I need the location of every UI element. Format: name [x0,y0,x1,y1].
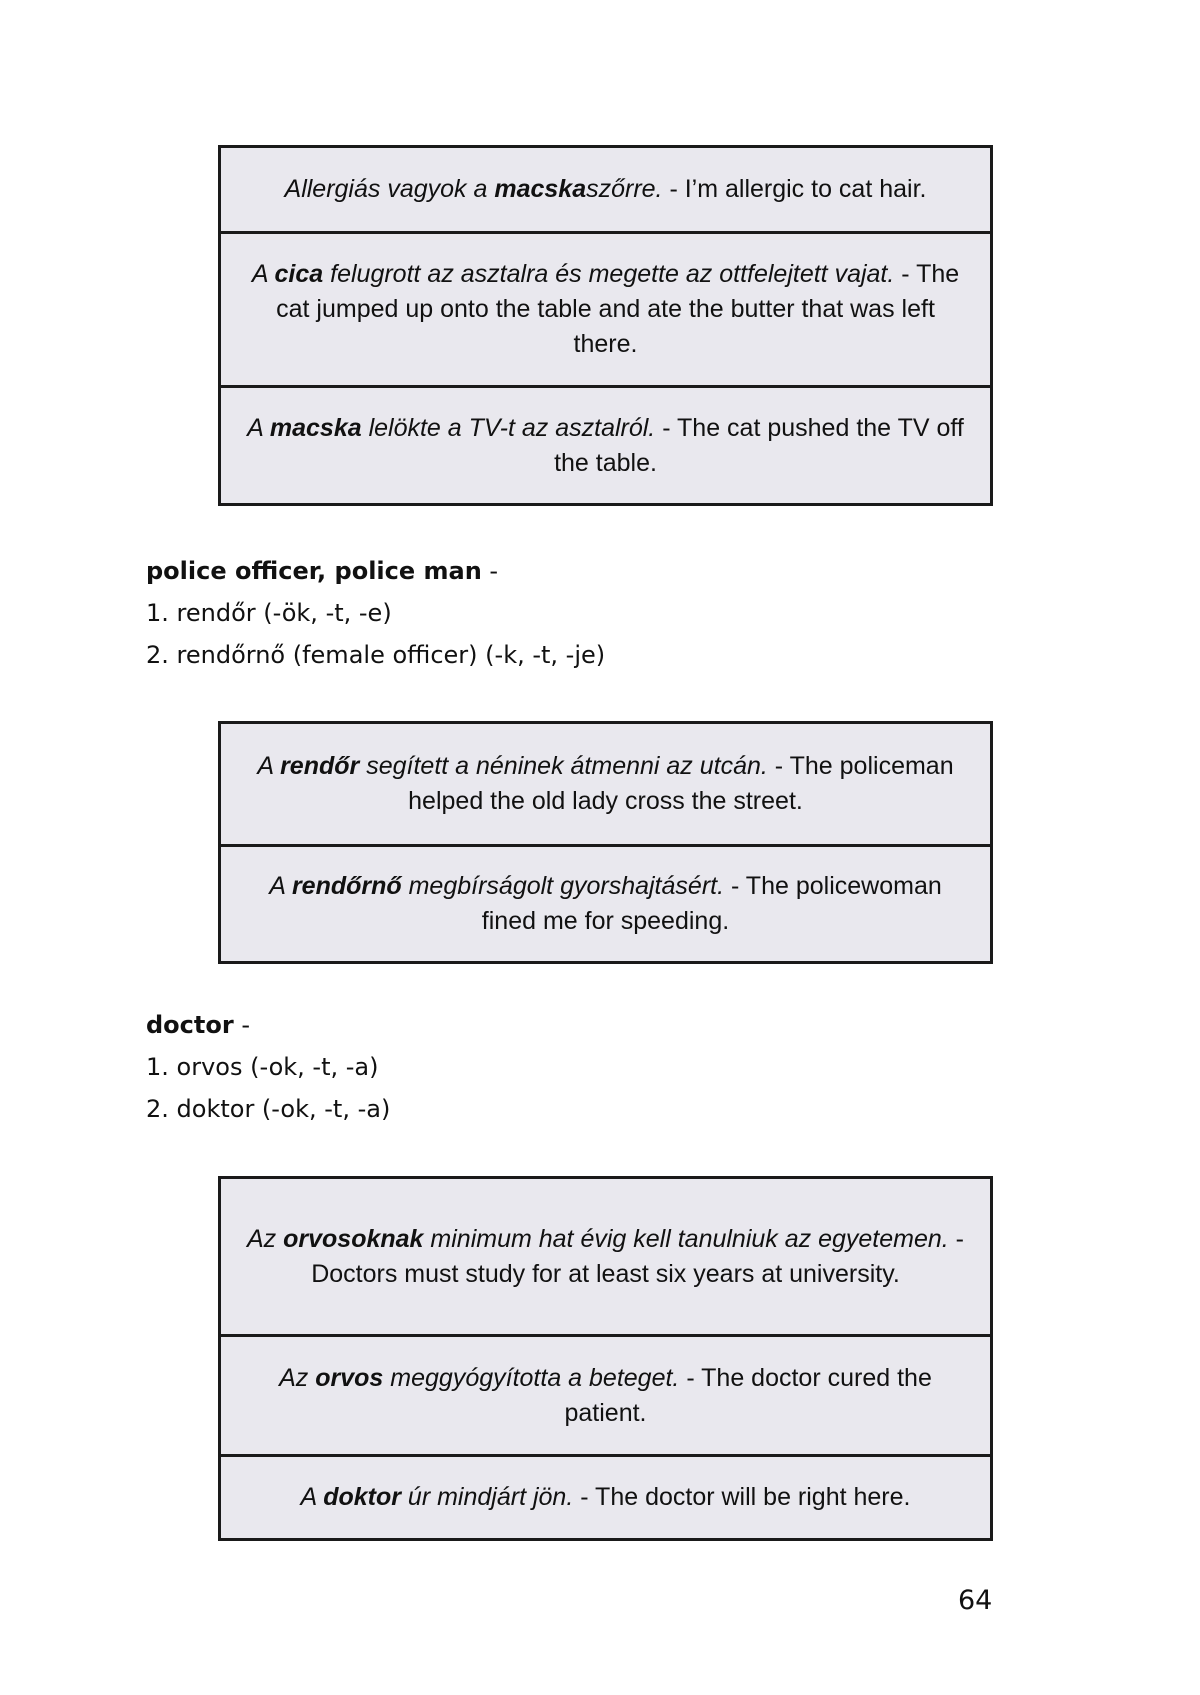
example-row: Allergiás vagyok a macskaszőrre. - I’m allergic to cat hair. [284,175,927,203]
page-number: 64 [958,1585,993,1616]
example-box-police [218,721,993,964]
vocab-entry-doctor [146,1004,390,1130]
example-box-doctor [218,1176,993,1541]
translation-item: 2. doktor (-ok, -t, -a) [146,1095,391,1123]
example-box-cat [218,145,993,506]
example-row: A rendőrnő megbírságolt gyorshajtásért. - The policewoman fined me for speeding. [221,844,990,961]
headword-line: police officer, police man - [146,557,499,585]
example-row: Az orvos meggyógyította a beteget. - The doctor cured the patient. [221,1334,990,1454]
vocab-entry-police [146,550,605,676]
example-row: A doktor úr mindjárt jön. - The doctor will be right here. [221,1454,990,1538]
example-row: A macska lelökte a TV-t az asztalról. - The cat pushed the TV off the table. [221,385,990,503]
translation-item: 1. rendőr (-ök, -t, -e) [146,599,392,627]
translation-item: 1. orvos (-ok, -t, -a) [146,1053,379,1081]
example-row: Az orvosoknak minimum hat évig kell tanulniuk az egyetemen. - Doctors must study for at least six years at university. [247,1224,965,1288]
headword-line: doctor - [146,1011,250,1039]
translation-item: 2. rendőrnő (female officer) (-k, -t, -je) [146,641,606,669]
example-row: A rendőr segített a néninek átmenni az utcán. - The policeman helped the old lady cross the street. [257,752,954,815]
example-row: A cica felugrott az asztalra és megette az ottfelejtett vajat. - The cat jumped up onto the table and ate the butter that was left there. [221,231,990,385]
